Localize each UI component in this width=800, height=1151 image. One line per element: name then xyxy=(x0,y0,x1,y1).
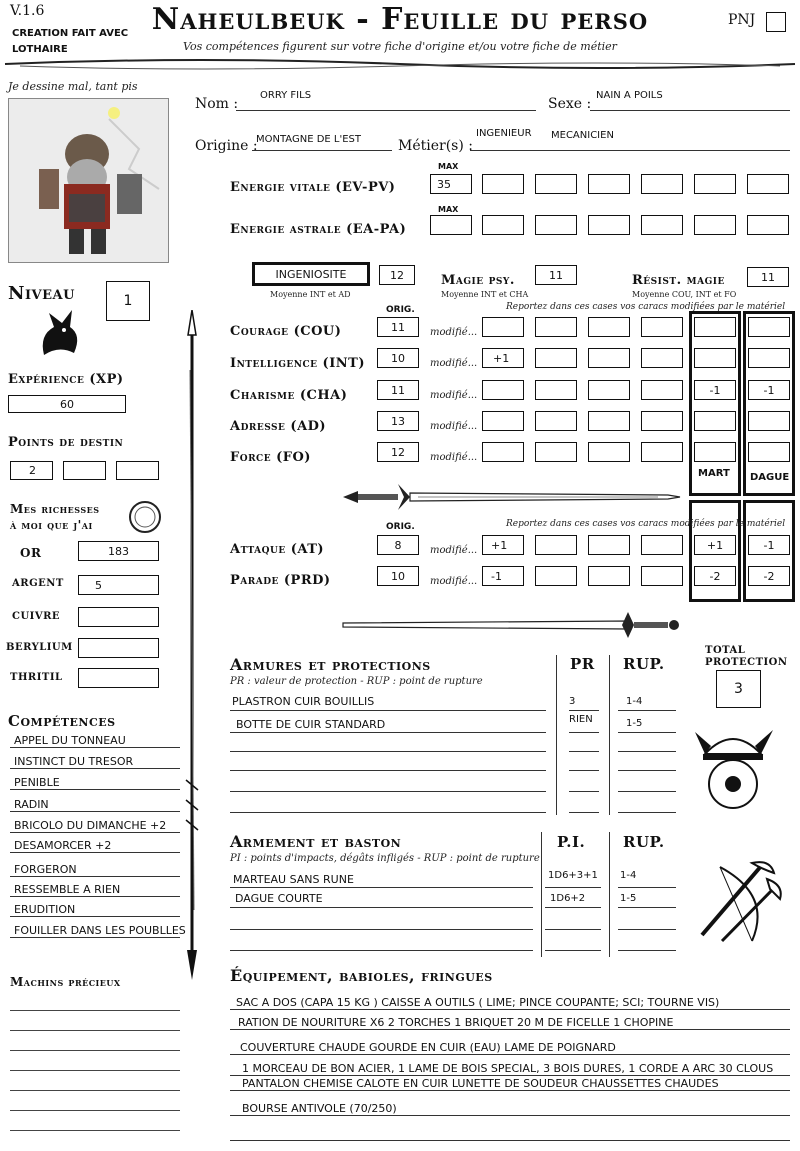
competences-title: Compétences xyxy=(8,712,116,730)
carac-orig-label: ORIG. xyxy=(386,305,415,315)
ev-max-label: MAX xyxy=(438,162,459,171)
creation-label: CREATION FAIT AVEC xyxy=(12,28,129,39)
carac-mod-cell[interactable] xyxy=(535,317,577,337)
competence-item[interactable]: FORGERON xyxy=(10,863,180,877)
mart-label: MART xyxy=(698,468,730,479)
competence-item[interactable]: BRICOLO DU DIMANCHE +2 xyxy=(10,819,180,833)
portrait-caption: Je dessine mal, tant pis xyxy=(8,80,138,93)
carac-mod-cell[interactable] xyxy=(748,411,790,431)
magiepsy-label: Magie psy. xyxy=(441,273,515,288)
armement-note: PI : points d'impacts, dégâts infligés - RUP : point de rupture xyxy=(230,853,540,864)
carac-mod-cell[interactable] xyxy=(588,380,630,400)
carac-mod-cell[interactable] xyxy=(588,411,630,431)
origine-label: Origine : xyxy=(195,138,258,154)
combat-label-at: Attaque (AT) xyxy=(230,542,325,557)
ingeniosite-note: Moyenne INT et AD xyxy=(270,290,351,299)
armures-rup-header: RUP. xyxy=(623,655,665,673)
ea-cell[interactable] xyxy=(747,215,789,235)
ea-cell[interactable] xyxy=(482,215,524,235)
richesses-label-2: à moi que j'ai xyxy=(10,518,93,532)
coin-icon xyxy=(128,500,162,534)
equipement-line[interactable]: 1 MORCEAU DE BON ACIER, 1 LAME DE BOIS SPECIAL, 3 BOIS DURES, 1 CORDE A ARC 30 CLOUS xyxy=(230,1062,790,1076)
competence-item[interactable]: DESAMORCER +2 xyxy=(10,839,180,853)
competence-item[interactable]: RADIN xyxy=(10,798,180,812)
carac-mod-cell[interactable]: -1 xyxy=(748,380,790,400)
machin-line[interactable] xyxy=(10,1010,180,1011)
competence-item[interactable]: FOUILLER DANS LES POUBLLES xyxy=(10,924,180,938)
carac-mod-cell[interactable] xyxy=(748,348,790,368)
character-portrait xyxy=(8,98,169,263)
combat-label-prd: Parade (PRD) xyxy=(230,573,331,588)
berylium-label: BERYLIUM xyxy=(6,642,73,653)
pnj-label: PNJ xyxy=(728,12,756,28)
carac-mod-cell[interactable] xyxy=(641,348,683,368)
modifie-label: modifié... xyxy=(430,576,478,587)
modifie-label: modifié... xyxy=(430,421,478,432)
resist-label: Résist. magie xyxy=(632,273,725,288)
page-subtitle: Vos compétences figurent sur votre fiche d'origine et/ou votre fiche de métier xyxy=(183,40,617,53)
modifie-label: modifié... xyxy=(430,545,478,556)
carac-orig-int[interactable]: 10 xyxy=(377,348,419,368)
carac-label-cou: Courage (COU) xyxy=(230,324,342,339)
combat-mod-cell[interactable] xyxy=(535,535,577,555)
dragon-icon xyxy=(34,305,84,360)
ingeniosite-label: INGENIOSITE xyxy=(252,262,370,286)
arme-pi[interactable]: 1D6+2 xyxy=(550,893,586,904)
magiepsy-field[interactable]: 11 xyxy=(535,265,577,285)
carac-mod-cell[interactable] xyxy=(748,442,790,462)
nom-label: Nom : xyxy=(195,96,239,112)
armure-name[interactable]: PLASTRON CUIR BOUILLIS xyxy=(232,695,375,708)
staff-illustration xyxy=(180,310,204,980)
destin-field-1[interactable]: 2 xyxy=(10,461,53,480)
combat-mod-cell[interactable]: -2 xyxy=(694,566,736,586)
total-protection-field[interactable]: 3 xyxy=(716,670,761,708)
combat-mod-cell[interactable]: +1 xyxy=(482,535,524,555)
total-label: TOTAL xyxy=(705,645,746,656)
sword-illustration xyxy=(338,482,683,512)
armure-pr[interactable]: RIEN xyxy=(569,714,593,725)
equipement-line[interactable]: PANTALON CHEMISE CALOTE EN CUIR LUNETTE DE SOUDEUR CHAUSSETTES CHAUDES xyxy=(230,1077,790,1091)
sexe-label: Sexe : xyxy=(548,96,592,112)
page-title: Naheulbeuk - Feuille du perso xyxy=(151,2,649,37)
competence-item[interactable]: PENIBLE xyxy=(10,776,180,790)
pnj-checkbox[interactable] xyxy=(766,12,786,32)
armement-divider xyxy=(541,832,542,957)
machin-line[interactable] xyxy=(10,1070,180,1071)
equipement-line[interactable]: SAC A DOS (CAPA 15 KG ) CAISSE A OUTILS ( LIME; PINCE COUPANTE; SCI; TOURNE VIS) xyxy=(230,996,790,1010)
carac-orig-ad[interactable]: 13 xyxy=(377,411,419,431)
armure-rup[interactable]: 1-5 xyxy=(626,718,643,729)
modifie-label: modifié... xyxy=(430,358,478,369)
combat-mod-cell[interactable]: -2 xyxy=(748,566,790,586)
armement-title: Armement et baston xyxy=(230,832,402,851)
carac-mod-cell[interactable] xyxy=(748,317,790,337)
nom-field[interactable]: ORRY FILS xyxy=(260,90,312,101)
carac-orig-fo[interactable]: 12 xyxy=(377,442,419,462)
machin-line[interactable] xyxy=(10,1130,180,1131)
competence-item[interactable]: RESSEMBLE A RIEN xyxy=(10,883,180,897)
carac-mod-cell[interactable] xyxy=(482,380,524,400)
xp-label: Expérience (XP) xyxy=(8,372,124,387)
weapons-icon xyxy=(692,855,787,945)
carac-mod-cell[interactable] xyxy=(535,442,577,462)
combat-mod-cell[interactable]: -1 xyxy=(482,566,524,586)
dague-label: DAGUE xyxy=(750,472,790,483)
ev-cell[interactable] xyxy=(694,174,736,194)
machin-line[interactable] xyxy=(10,1030,180,1031)
armures-pr-header: PR xyxy=(570,655,595,673)
equipement-line[interactable]: BOURSE ANTIVOLE (70/250) xyxy=(230,1102,790,1116)
header-divider xyxy=(0,54,800,74)
ev-label: Energie vitale (EV-PV) xyxy=(230,180,396,195)
berylium-field[interactable] xyxy=(78,638,159,658)
armures-divider xyxy=(556,655,557,815)
equipement-line[interactable]: COUVERTURE CHAUDE GOURDE EN CUIR (EAU) LAME DE POIGNARD xyxy=(230,1041,790,1055)
machin-line[interactable] xyxy=(10,1090,180,1091)
machin-line[interactable] xyxy=(10,1110,180,1111)
armures-title: Armures et protections xyxy=(230,655,431,674)
dague-column-frame xyxy=(743,311,795,496)
carac-mod-cell[interactable] xyxy=(641,411,683,431)
equipement-title: Équipement, babioles, fringues xyxy=(230,966,493,985)
ev-cell[interactable] xyxy=(747,174,789,194)
destin-label: Points de destin xyxy=(8,435,124,450)
total-label-2: PROTECTION xyxy=(705,657,788,668)
combat-mod-cell[interactable] xyxy=(641,535,683,555)
machin-line[interactable] xyxy=(10,1050,180,1051)
ea-cell[interactable] xyxy=(641,215,683,235)
combat-report-note: Reportez dans ces cases vos caracs modifiées par le matériel xyxy=(506,519,786,529)
combat-orig-prd[interactable]: 10 xyxy=(377,566,419,586)
cuivre-label: CUIVRE xyxy=(12,611,61,622)
modifie-label: modifié... xyxy=(430,390,478,401)
carac-mod-cell[interactable] xyxy=(482,411,524,431)
ea-max-field[interactable] xyxy=(430,215,472,235)
armure-pr[interactable]: 3 xyxy=(569,696,576,707)
carac-mod-cell[interactable] xyxy=(641,442,683,462)
carac-mod-cell[interactable] xyxy=(535,411,577,431)
helmet-shield-icon xyxy=(695,722,775,812)
ev-cell[interactable] xyxy=(482,174,524,194)
combat-orig-at[interactable]: 8 xyxy=(377,535,419,555)
xp-field[interactable]: 60 xyxy=(8,395,126,413)
ea-label: Energie astrale (EA-PA) xyxy=(230,222,407,237)
carac-mod-cell[interactable] xyxy=(641,380,683,400)
metier-field-2[interactable]: MECANICIEN xyxy=(551,130,614,141)
carac-orig-cou[interactable]: 11 xyxy=(377,317,419,337)
armure-rup[interactable]: 1-4 xyxy=(626,696,643,707)
origine-field[interactable]: MONTAGNE DE L'EST xyxy=(256,134,361,145)
carac-mod-cell[interactable] xyxy=(535,348,577,368)
or-label: OR xyxy=(20,546,42,560)
metier-label: Métier(s) : xyxy=(398,138,473,154)
combat-mod-cell[interactable] xyxy=(588,566,630,586)
carac-label-cha: Charisme (CHA) xyxy=(230,388,348,403)
ev-cell[interactable] xyxy=(535,174,577,194)
machins-title: Machins précieux xyxy=(10,975,121,989)
resist-note: Moyenne COU, INT et FO xyxy=(632,290,737,299)
ev-max-field[interactable]: 35 xyxy=(430,174,472,194)
arme-rup[interactable]: 1-4 xyxy=(620,870,637,881)
version-label: V.1.6 xyxy=(10,3,45,19)
carac-mod-cell[interactable] xyxy=(535,380,577,400)
carac-report-note: Reportez dans ces cases vos caracs modifiées par le matériel xyxy=(506,302,786,312)
carac-mod-cell[interactable] xyxy=(482,442,524,462)
armement-pi-header: P.I. xyxy=(557,833,586,851)
armement-rup-header: RUP. xyxy=(623,833,665,851)
modifie-label: modifié... xyxy=(430,452,478,463)
arme-rup[interactable]: 1-5 xyxy=(620,893,637,904)
carac-mod-cell[interactable] xyxy=(694,317,736,337)
ev-cell[interactable] xyxy=(588,174,630,194)
or-field[interactable]: 183 xyxy=(78,541,159,561)
carac-mod-cell[interactable]: -1 xyxy=(694,380,736,400)
combat-mod-cell[interactable] xyxy=(588,535,630,555)
sexe-field[interactable]: NAIN A POILS xyxy=(596,90,663,101)
thritil-field[interactable] xyxy=(78,668,159,688)
ea-cell[interactable] xyxy=(694,215,736,235)
armement-divider xyxy=(609,832,610,957)
carac-mod-cell[interactable] xyxy=(694,442,736,462)
combat-mod-cell[interactable] xyxy=(641,566,683,586)
richesses-label: Mes richesses xyxy=(10,502,100,516)
competence-item[interactable]: INSTINCT DU TRESOR xyxy=(10,755,180,769)
argent-label: ARGENT xyxy=(12,578,64,589)
sword-illustration-2 xyxy=(338,610,683,640)
arme-name[interactable]: MARTEAU SANS RUNE xyxy=(233,873,354,886)
carac-label-fo: Force (FO) xyxy=(230,450,311,465)
niveau-field[interactable]: 1 xyxy=(106,281,150,321)
armures-note: PR : valeur de protection - RUP : point de rupture xyxy=(230,676,483,687)
equipement-line[interactable]: RATION DE NOURITURE X6 2 TORCHES 1 BRIQUET 20 M DE FICELLE 1 CHOPINE xyxy=(230,1016,790,1030)
carac-mod-cell[interactable] xyxy=(641,317,683,337)
competence-item[interactable]: ERUDITION xyxy=(10,903,180,917)
resist-field[interactable]: 11 xyxy=(747,267,789,287)
creation-author: LOTHAIRE xyxy=(12,44,68,55)
metier-field-1[interactable]: INGENIEUR xyxy=(476,128,532,139)
carac-mod-cell[interactable] xyxy=(482,317,524,337)
ea-cell[interactable] xyxy=(535,215,577,235)
arme-pi[interactable]: 1D6+3+1 xyxy=(548,870,598,881)
carac-label-int: Intelligence (INT) xyxy=(230,356,365,371)
carac-orig-cha[interactable]: 11 xyxy=(377,380,419,400)
modifie-label: modifié... xyxy=(430,327,478,338)
ea-cell[interactable] xyxy=(588,215,630,235)
carac-mod-cell[interactable] xyxy=(588,348,630,368)
carac-mod-cell[interactable] xyxy=(588,442,630,462)
ev-cell[interactable] xyxy=(641,174,683,194)
combat-mod-cell[interactable] xyxy=(535,566,577,586)
magiepsy-note: Moyenne INT et CHA xyxy=(441,290,529,299)
combat-mod-cell[interactable]: +1 xyxy=(694,535,736,555)
combat-mod-cell[interactable]: -1 xyxy=(748,535,790,555)
armure-name[interactable]: BOTTE DE CUIR STANDARD xyxy=(236,718,386,731)
armures-divider xyxy=(609,655,610,815)
ea-max-label: MAX xyxy=(438,205,459,214)
carac-mod-cell[interactable] xyxy=(694,411,736,431)
combat-orig-label: ORIG. xyxy=(386,522,415,532)
carac-mod-cell[interactable]: +1 xyxy=(482,348,524,368)
carac-label-ad: Adresse (AD) xyxy=(230,419,327,434)
ingeniosite-field[interactable]: 12 xyxy=(379,265,415,285)
competence-item[interactable]: APPEL DU TONNEAU xyxy=(10,734,180,748)
carac-mod-cell[interactable] xyxy=(694,348,736,368)
niveau-label: Niveau xyxy=(8,283,75,304)
carac-mod-cell[interactable] xyxy=(588,317,630,337)
arme-name[interactable]: DAGUE COURTE xyxy=(235,892,323,905)
destin-field-3[interactable] xyxy=(116,461,159,480)
cuivre-field[interactable] xyxy=(78,607,159,627)
destin-field-2[interactable] xyxy=(63,461,106,480)
argent-field[interactable]: 5 xyxy=(78,575,159,595)
thritil-label: THRITIL xyxy=(10,672,63,683)
